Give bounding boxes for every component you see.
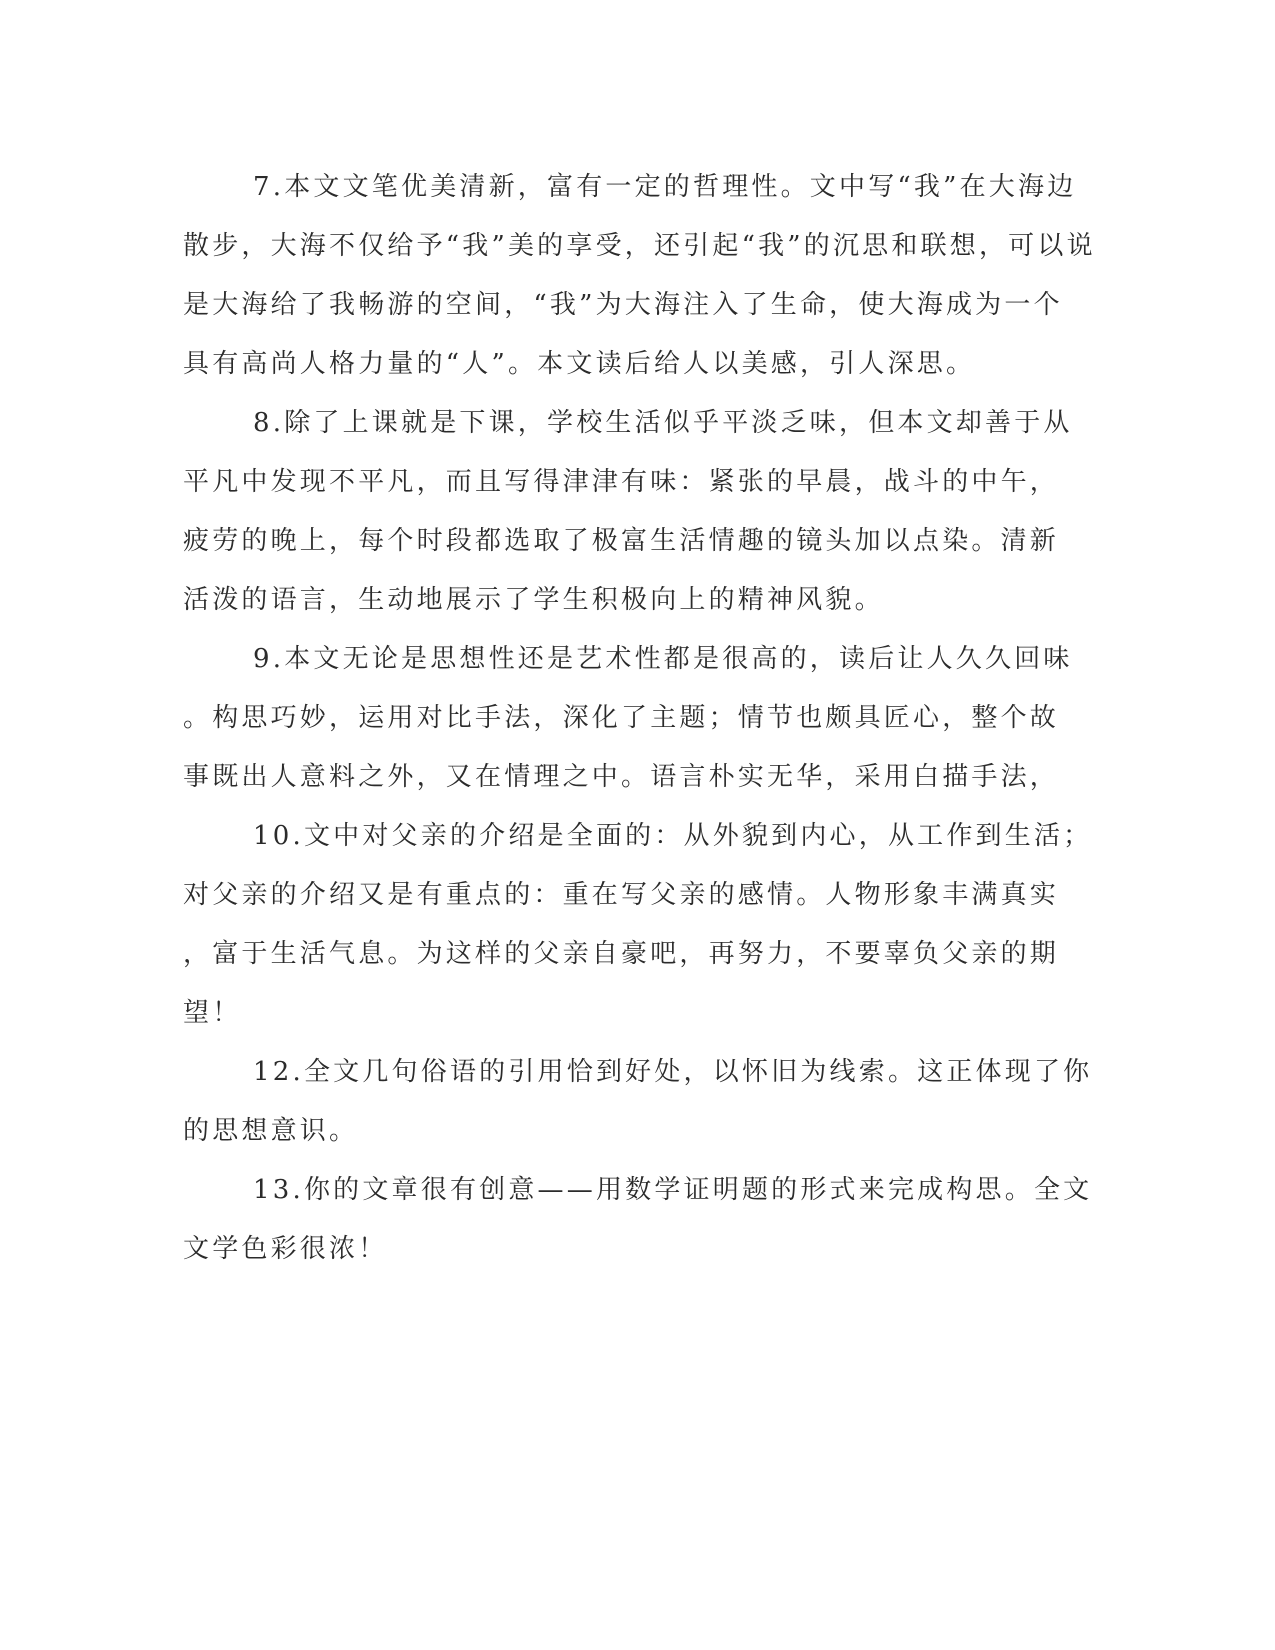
text-line: 8.除了上课就是下课，学校生活似乎平淡乏味，但本文却善于从 (253, 408, 1073, 438)
text-line: 是大海给了我畅游的空间，“我”为大海注入了生命，使大海成为一个 (183, 290, 1063, 320)
text-line: 望！ (183, 998, 242, 1028)
text-line: 对父亲的介绍又是有重点的：重在写父亲的感情。人物形象丰满真实 (183, 880, 1060, 910)
text-line: 散步，大海不仅给予“我”美的享受，还引起“我”的沉思和联想，可以说 (183, 231, 1096, 261)
text-line: 疲劳的晚上，每个时段都选取了极富生活情趣的镜头加以点染。清新 (183, 526, 1060, 556)
paragraph-comment-7 (183, 158, 1096, 394)
text-line: 13.你的文章很有创意——用数学证明题的形式来完成构思。全文 (253, 1175, 1093, 1205)
document-body (183, 158, 1096, 1279)
text-line: ，富于生活气息。为这样的父亲自豪吧，再努力，不要辜负父亲的期 (183, 939, 1060, 969)
text-line: 活泼的语言，生动地展示了学生积极向上的精神风貌。 (183, 585, 884, 615)
text-line: 12.全文几句俗语的引用恰到好处，以怀旧为线索。这正体现了你 (253, 1057, 1093, 1087)
text-line: 文学色彩很浓！ (183, 1234, 388, 1264)
text-line: 。构思巧妙，运用对比手法，深化了主题；情节也颇具匠心，整个故 (183, 703, 1060, 733)
paragraph-comment-10 (183, 807, 1093, 1043)
text-line: 7.本文文笔优美清新，富有一定的哲理性。文中写“我”在大海边 (253, 172, 1077, 202)
paragraph-comment-9 (183, 630, 1073, 807)
text-line: 具有高尚人格力量的“人”。本文读后给人以美感，引人深思。 (183, 349, 976, 379)
text-line: 事既出人意料之外，又在情理之中。语言朴实无华，采用白描手法， (183, 762, 1060, 792)
paragraph-comment-13 (183, 1161, 1093, 1279)
paragraph-comment-8 (183, 394, 1073, 630)
text-line: 10.文中对父亲的介绍是全面的：从外貌到内心，从工作到生活； (253, 821, 1093, 851)
text-line: 9.本文无论是思想性还是艺术性都是很高的，读后让人久久回味 (253, 644, 1073, 674)
paragraph-comment-12 (183, 1043, 1093, 1161)
text-line: 平凡中发现不平凡，而且写得津津有味：紧张的早晨，战斗的中午， (183, 467, 1060, 497)
text-line: 的思想意识。 (183, 1116, 359, 1146)
